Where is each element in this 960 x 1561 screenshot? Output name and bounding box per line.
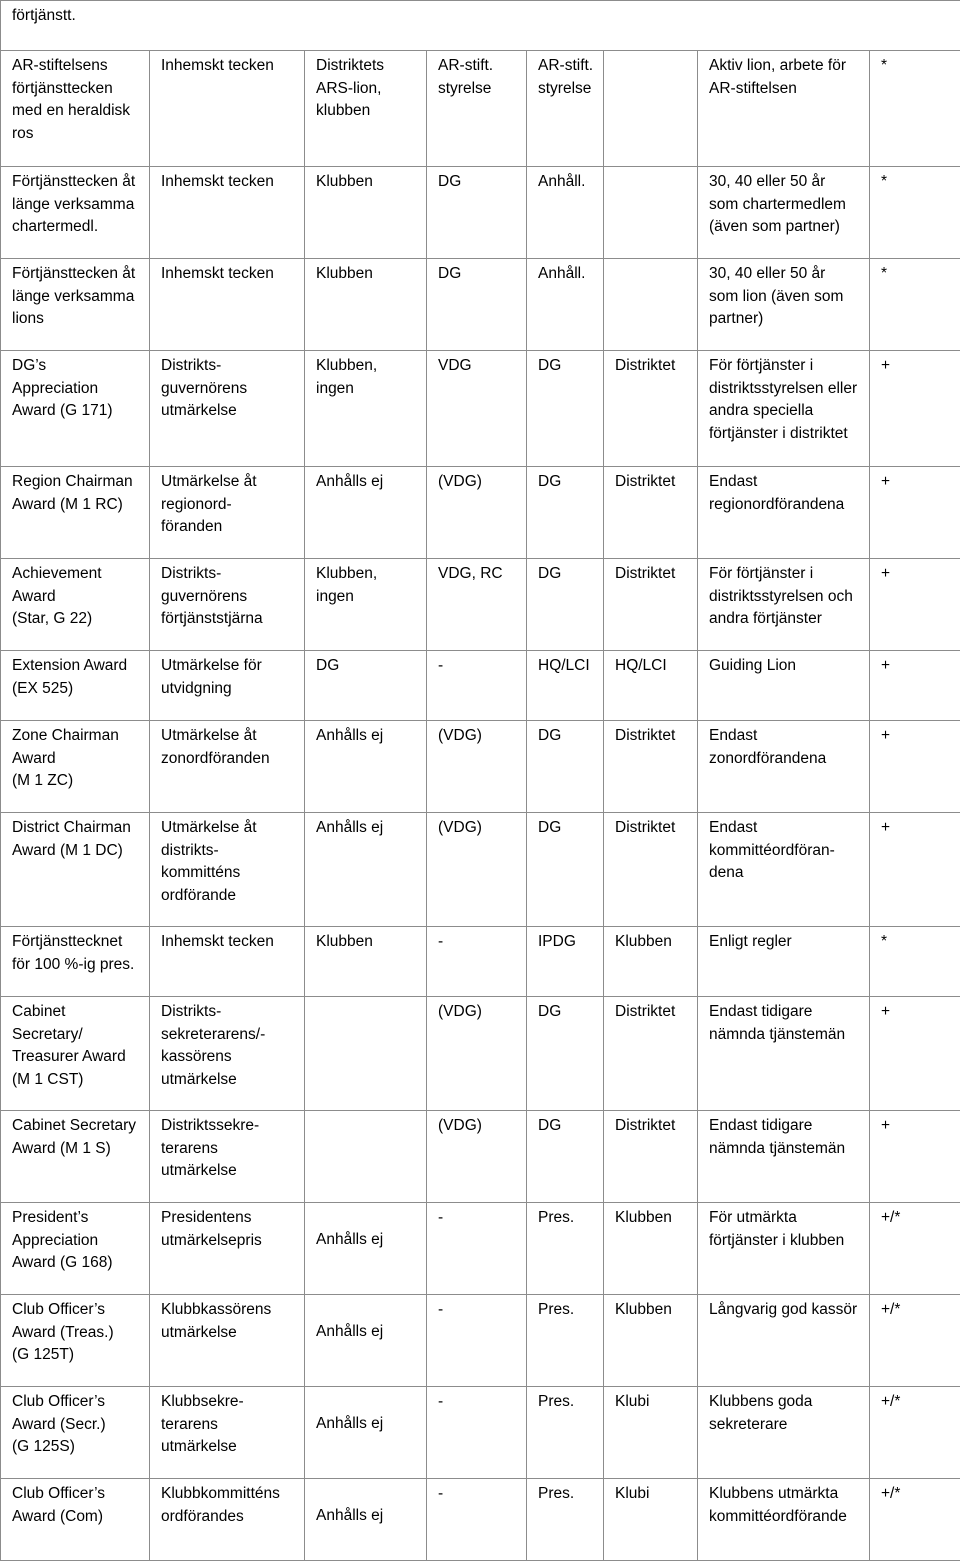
- approver-cell: [527, 1203, 604, 1295]
- proposer-cell: [305, 1387, 427, 1479]
- endorser-text: VDG: [438, 355, 520, 378]
- symbol-cell: [870, 927, 960, 997]
- award-name-cell: [1, 651, 150, 721]
- endorser-text: AR-stift. styrelse: [438, 55, 520, 100]
- criteria-cell: [698, 651, 870, 721]
- presenter-cell: [604, 721, 698, 813]
- award-type-cell: [150, 1387, 305, 1479]
- endorser-cell: [427, 1295, 527, 1387]
- presenter-cell: [604, 1479, 698, 1561]
- presenter-text: Distriktet: [615, 1115, 691, 1138]
- award-name-cell: [1, 721, 150, 813]
- award-type-text: Distrikts- guvernörens förtjänststjärna: [161, 563, 298, 631]
- symbol-cell: [870, 1111, 960, 1203]
- criteria-text: Klubbens utmärkta kommittéordförande: [709, 1483, 863, 1528]
- proposer-text: Klubben: [316, 931, 420, 954]
- proposer-cell: [305, 1295, 427, 1387]
- presenter-cell: [604, 167, 698, 259]
- symbol-cell: [870, 559, 960, 651]
- header-fragment-text: förtjänstt.: [12, 5, 954, 28]
- table-row: [1, 813, 960, 927]
- endorser-cell: [427, 259, 527, 351]
- symbol-cell: [870, 467, 960, 559]
- criteria-text: För förtjänster i distriktsstyrelsen och andra förtjänster: [709, 563, 863, 631]
- symbol-text: +: [881, 1001, 954, 1024]
- presenter-cell: [604, 1111, 698, 1203]
- approver-cell: [527, 1479, 604, 1561]
- award-name-text: DG’s Appreciation Award (G 171): [12, 355, 143, 423]
- symbol-cell: [870, 721, 960, 813]
- proposer-text: Anhålls ej: [316, 1299, 420, 1344]
- award-name-cell: [1, 1387, 150, 1479]
- award-name-cell: [1, 1479, 150, 1561]
- symbol-text: +: [881, 725, 954, 748]
- award-name-cell: [1, 351, 150, 467]
- award-type-cell: [150, 559, 305, 651]
- proposer-text: Anhålls ej: [316, 1391, 420, 1436]
- approver-text: Anhåll.: [538, 263, 597, 286]
- award-type-text: Presidentens utmärkelsepris: [161, 1207, 298, 1252]
- award-type-text: Utmärkelse för utvidgning: [161, 655, 298, 700]
- proposer-text: Anhålls ej: [316, 1483, 420, 1528]
- symbol-text: *: [881, 263, 954, 286]
- table-row: [1, 1111, 960, 1203]
- criteria-text: Endast zonordförandena: [709, 725, 863, 770]
- presenter-text: Distriktet: [615, 471, 691, 494]
- approver-cell: [527, 51, 604, 167]
- proposer-text: Klubben, ingen: [316, 355, 420, 400]
- criteria-cell: [698, 813, 870, 927]
- approver-cell: [527, 467, 604, 559]
- proposer-cell: [305, 351, 427, 467]
- approver-cell: [527, 559, 604, 651]
- table-row: [1, 997, 960, 1111]
- criteria-cell: [698, 467, 870, 559]
- proposer-cell: [305, 259, 427, 351]
- endorser-cell: [427, 1387, 527, 1479]
- award-type-cell: [150, 1111, 305, 1203]
- award-name-cell: [1, 1111, 150, 1203]
- award-type-text: Utmärkelse åt zonordföranden: [161, 725, 298, 770]
- award-type-cell: [150, 997, 305, 1111]
- presenter-cell: [604, 1203, 698, 1295]
- endorser-text: DG: [438, 263, 520, 286]
- proposer-cell: [305, 1203, 427, 1295]
- award-name-cell: [1, 467, 150, 559]
- award-name-text: Achievement Award (Star, G 22): [12, 563, 143, 631]
- table-row: [1, 467, 960, 559]
- endorser-cell: [427, 351, 527, 467]
- approver-cell: [527, 813, 604, 927]
- award-type-cell: [150, 1295, 305, 1387]
- proposer-cell: [305, 927, 427, 997]
- award-name-text: Zone Chairman Award (M 1 ZC): [12, 725, 143, 793]
- approver-text: DG: [538, 817, 597, 840]
- proposer-cell: [305, 997, 427, 1111]
- approver-cell: [527, 1295, 604, 1387]
- award-type-text: Inhemskt tecken: [161, 263, 298, 286]
- award-type-cell: [150, 51, 305, 167]
- award-name-cell: [1, 559, 150, 651]
- award-name-cell: [1, 927, 150, 997]
- proposer-cell: [305, 51, 427, 167]
- award-type-cell: [150, 651, 305, 721]
- award-type-text: Distrikts- sekreterarens/- kassörens utmärkelse: [161, 1001, 298, 1091]
- approver-cell: [527, 927, 604, 997]
- table-row: [1, 1295, 960, 1387]
- presenter-text: Klubben: [615, 1207, 691, 1230]
- endorser-text: -: [438, 931, 520, 954]
- proposer-cell: [305, 167, 427, 259]
- presenter-cell: [604, 651, 698, 721]
- proposer-text: Anhålls ej: [316, 1207, 420, 1252]
- endorser-text: -: [438, 1299, 520, 1322]
- presenter-cell: [604, 927, 698, 997]
- symbol-text: +: [881, 471, 954, 494]
- endorser-text: DG: [438, 171, 520, 194]
- table-row: [1, 259, 960, 351]
- symbol-cell: [870, 259, 960, 351]
- presenter-cell: [604, 559, 698, 651]
- proposer-cell: [305, 721, 427, 813]
- award-type-text: Inhemskt tecken: [161, 931, 298, 954]
- approver-text: Pres.: [538, 1483, 597, 1506]
- symbol-text: +/*: [881, 1299, 954, 1322]
- award-name-text: Cabinet Secretary/ Treasurer Award (M 1 CST): [12, 1001, 143, 1091]
- endorser-text: -: [438, 1207, 520, 1230]
- presenter-text: Distriktet: [615, 817, 691, 840]
- presenter-text: Distriktet: [615, 563, 691, 586]
- criteria-text: Långvarig god kassör: [709, 1299, 863, 1322]
- symbol-cell: [870, 1295, 960, 1387]
- symbol-cell: [870, 167, 960, 259]
- criteria-text: Endast tidigare nämnda tjänstemän: [709, 1115, 863, 1160]
- presenter-text: Distriktet: [615, 355, 691, 378]
- symbol-text: +: [881, 655, 954, 678]
- approver-text: Pres.: [538, 1299, 597, 1322]
- approver-text: Pres.: [538, 1391, 597, 1414]
- criteria-cell: [698, 259, 870, 351]
- endorser-cell: [427, 1203, 527, 1295]
- criteria-text: 30, 40 eller 50 år som lion (även som partner): [709, 263, 863, 331]
- presenter-cell: [604, 51, 698, 167]
- award-name-text: Cabinet Secretary Award (M 1 S): [12, 1115, 143, 1160]
- award-type-cell: [150, 1479, 305, 1561]
- approver-text: DG: [538, 725, 597, 748]
- table-row: [1, 651, 960, 721]
- approver-cell: [527, 259, 604, 351]
- table-row: [1, 351, 960, 467]
- presenter-text: HQ/LCI: [615, 655, 691, 678]
- proposer-text: Anhålls ej: [316, 471, 420, 494]
- presenter-text: Klubi: [615, 1483, 691, 1506]
- endorser-cell: [427, 559, 527, 651]
- award-name-cell: [1, 167, 150, 259]
- presenter-text: Klubben: [615, 1299, 691, 1322]
- approver-cell: [527, 1387, 604, 1479]
- award-name-text: Extension Award (EX 525): [12, 655, 143, 700]
- award-name-cell: [1, 51, 150, 167]
- approver-cell: [527, 651, 604, 721]
- endorser-text: -: [438, 655, 520, 678]
- award-name-cell: [1, 813, 150, 927]
- approver-text: Anhåll.: [538, 171, 597, 194]
- symbol-text: +/*: [881, 1391, 954, 1414]
- endorser-text: (VDG): [438, 471, 520, 494]
- proposer-cell: [305, 1479, 427, 1561]
- approver-cell: [527, 721, 604, 813]
- approver-cell: [527, 1111, 604, 1203]
- approver-text: DG: [538, 471, 597, 494]
- criteria-cell: [698, 167, 870, 259]
- symbol-cell: [870, 997, 960, 1111]
- proposer-cell: [305, 651, 427, 721]
- symbol-cell: [870, 51, 960, 167]
- award-name-text: Club Officer’s Award (Secr.) (G 125S): [12, 1391, 143, 1459]
- endorser-text: -: [438, 1483, 520, 1506]
- criteria-cell: [698, 559, 870, 651]
- criteria-cell: [698, 351, 870, 467]
- proposer-cell: [305, 559, 427, 651]
- endorser-text: (VDG): [438, 1001, 520, 1024]
- presenter-text: Klubben: [615, 931, 691, 954]
- award-name-cell: [1, 1203, 150, 1295]
- approver-text: DG: [538, 1001, 597, 1024]
- symbol-cell: [870, 1479, 960, 1561]
- criteria-cell: [698, 927, 870, 997]
- award-type-cell: [150, 351, 305, 467]
- symbol-cell: [870, 651, 960, 721]
- award-name-text: Förtjänsttecken åt länge verksamma lions: [12, 263, 143, 331]
- endorser-cell: [427, 467, 527, 559]
- criteria-text: Endast regionordförandena: [709, 471, 863, 516]
- presenter-cell: [604, 259, 698, 351]
- proposer-text: Klubben: [316, 171, 420, 194]
- endorser-cell: [427, 51, 527, 167]
- presenter-text: Klubi: [615, 1391, 691, 1414]
- symbol-cell: [870, 1387, 960, 1479]
- award-type-cell: [150, 467, 305, 559]
- award-name-text: Club Officer’s Award (Com): [12, 1483, 143, 1528]
- criteria-cell: [698, 1295, 870, 1387]
- award-type-cell: [150, 259, 305, 351]
- symbol-cell: [870, 351, 960, 467]
- award-type-text: Inhemskt tecken: [161, 55, 298, 78]
- endorser-text: (VDG): [438, 1115, 520, 1138]
- approver-text: Pres.: [538, 1207, 597, 1230]
- endorser-text: -: [438, 1391, 520, 1414]
- approver-text: AR-stift. styrelse: [538, 55, 597, 100]
- criteria-text: Klubbens goda sekreterare: [709, 1391, 863, 1436]
- award-name-text: Förtjänsttecknet för 100 %-ig pres.: [12, 931, 143, 976]
- criteria-text: Enligt regler: [709, 931, 863, 954]
- presenter-text: Distriktet: [615, 725, 691, 748]
- header-fragment-cell: [1, 1, 960, 51]
- symbol-text: +/*: [881, 1483, 954, 1506]
- award-type-text: Inhemskt tecken: [161, 171, 298, 194]
- criteria-text: För förtjänster i distriktsstyrelsen eller andra speciella förtjänster i distriktet: [709, 355, 863, 445]
- symbol-text: +: [881, 563, 954, 586]
- endorser-text: (VDG): [438, 725, 520, 748]
- approver-cell: [527, 351, 604, 467]
- symbol-text: *: [881, 55, 954, 78]
- proposer-cell: [305, 1111, 427, 1203]
- criteria-text: 30, 40 eller 50 år som chartermedlem (även som partner): [709, 171, 863, 239]
- presenter-cell: [604, 467, 698, 559]
- proposer-text: Klubben, ingen: [316, 563, 420, 608]
- table-row: [1, 1387, 960, 1479]
- proposer-cell: [305, 467, 427, 559]
- award-name-text: Club Officer’s Award (Treas.) (G 125T): [12, 1299, 143, 1367]
- presenter-cell: [604, 1387, 698, 1479]
- endorser-text: (VDG): [438, 817, 520, 840]
- proposer-text: Anhålls ej: [316, 817, 420, 840]
- criteria-text: För utmärkta förtjänster i klubben: [709, 1207, 863, 1252]
- approver-text: DG: [538, 355, 597, 378]
- symbol-text: +/*: [881, 1207, 954, 1230]
- criteria-cell: [698, 721, 870, 813]
- symbol-text: +: [881, 817, 954, 840]
- endorser-cell: [427, 1111, 527, 1203]
- presenter-text: Distriktet: [615, 1001, 691, 1024]
- approver-text: DG: [538, 1115, 597, 1138]
- symbol-text: *: [881, 931, 954, 954]
- criteria-cell: [698, 997, 870, 1111]
- award-name-text: Förtjänsttecken åt länge verksamma chartermedl.: [12, 171, 143, 239]
- endorser-cell: [427, 813, 527, 927]
- award-type-text: Distriktssekre- terarens utmärkelse: [161, 1115, 298, 1183]
- symbol-text: *: [881, 171, 954, 194]
- endorser-cell: [427, 927, 527, 997]
- presenter-cell: [604, 1295, 698, 1387]
- header-fragment-row: [1, 1, 960, 51]
- approver-text: HQ/LCI: [538, 655, 597, 678]
- criteria-text: Endast tidigare nämnda tjänstemän: [709, 1001, 863, 1046]
- proposer-text: Distriktets ARS-lion, klubben: [316, 55, 420, 123]
- endorser-cell: [427, 1479, 527, 1561]
- endorser-cell: [427, 721, 527, 813]
- symbol-cell: [870, 1203, 960, 1295]
- award-type-cell: [150, 813, 305, 927]
- award-type-text: Utmärkelse åt distrikts- kommitténs ordförande: [161, 817, 298, 907]
- approver-cell: [527, 167, 604, 259]
- award-type-text: Klubbkommitténs ordförandes: [161, 1483, 298, 1528]
- award-name-text: Region Chairman Award (M 1 RC): [12, 471, 143, 516]
- symbol-text: +: [881, 355, 954, 378]
- criteria-cell: [698, 51, 870, 167]
- symbol-cell: [870, 813, 960, 927]
- criteria-cell: [698, 1479, 870, 1561]
- endorser-text: VDG, RC: [438, 563, 520, 586]
- award-name-text: AR-stiftelsens förtjänsttecken med en heraldisk ros: [12, 55, 143, 145]
- table-row: [1, 167, 960, 259]
- criteria-cell: [698, 1203, 870, 1295]
- proposer-text: Anhålls ej: [316, 725, 420, 748]
- criteria-text: Guiding Lion: [709, 655, 863, 678]
- symbol-text: +: [881, 1115, 954, 1138]
- presenter-cell: [604, 351, 698, 467]
- criteria-text: Aktiv lion, arbete för AR-stiftelsen: [709, 55, 863, 100]
- award-name-cell: [1, 1295, 150, 1387]
- proposer-cell: [305, 813, 427, 927]
- table-row: [1, 721, 960, 813]
- criteria-text: Endast kommittéordföran- dena: [709, 817, 863, 885]
- endorser-cell: [427, 167, 527, 259]
- award-type-cell: [150, 721, 305, 813]
- award-type-cell: [150, 167, 305, 259]
- approver-text: IPDG: [538, 931, 597, 954]
- criteria-cell: [698, 1387, 870, 1479]
- award-type-text: Klubbsekre- terarens utmärkelse: [161, 1391, 298, 1459]
- award-name-text: President’s Appreciation Award (G 168): [12, 1207, 143, 1275]
- award-name-cell: [1, 997, 150, 1111]
- proposer-text: DG: [316, 655, 420, 678]
- criteria-cell: [698, 1111, 870, 1203]
- award-type-cell: [150, 1203, 305, 1295]
- table-row: [1, 559, 960, 651]
- award-type-text: Klubbkassörens utmärkelse: [161, 1299, 298, 1344]
- proposer-text: Klubben: [316, 263, 420, 286]
- table-row: [1, 927, 960, 997]
- presenter-cell: [604, 813, 698, 927]
- table-row: [1, 1203, 960, 1295]
- approver-cell: [527, 997, 604, 1111]
- approver-text: DG: [538, 563, 597, 586]
- award-type-text: Utmärkelse åt regionord- föranden: [161, 471, 298, 539]
- award-type-cell: [150, 927, 305, 997]
- table-row: [1, 51, 960, 167]
- presenter-cell: [604, 997, 698, 1111]
- table-row: [1, 1479, 960, 1561]
- award-name-text: District Chairman Award (M 1 DC): [12, 817, 143, 862]
- endorser-cell: [427, 651, 527, 721]
- award-type-text: Distrikts- guvernörens utmärkelse: [161, 355, 298, 423]
- award-name-cell: [1, 259, 150, 351]
- endorser-cell: [427, 997, 527, 1111]
